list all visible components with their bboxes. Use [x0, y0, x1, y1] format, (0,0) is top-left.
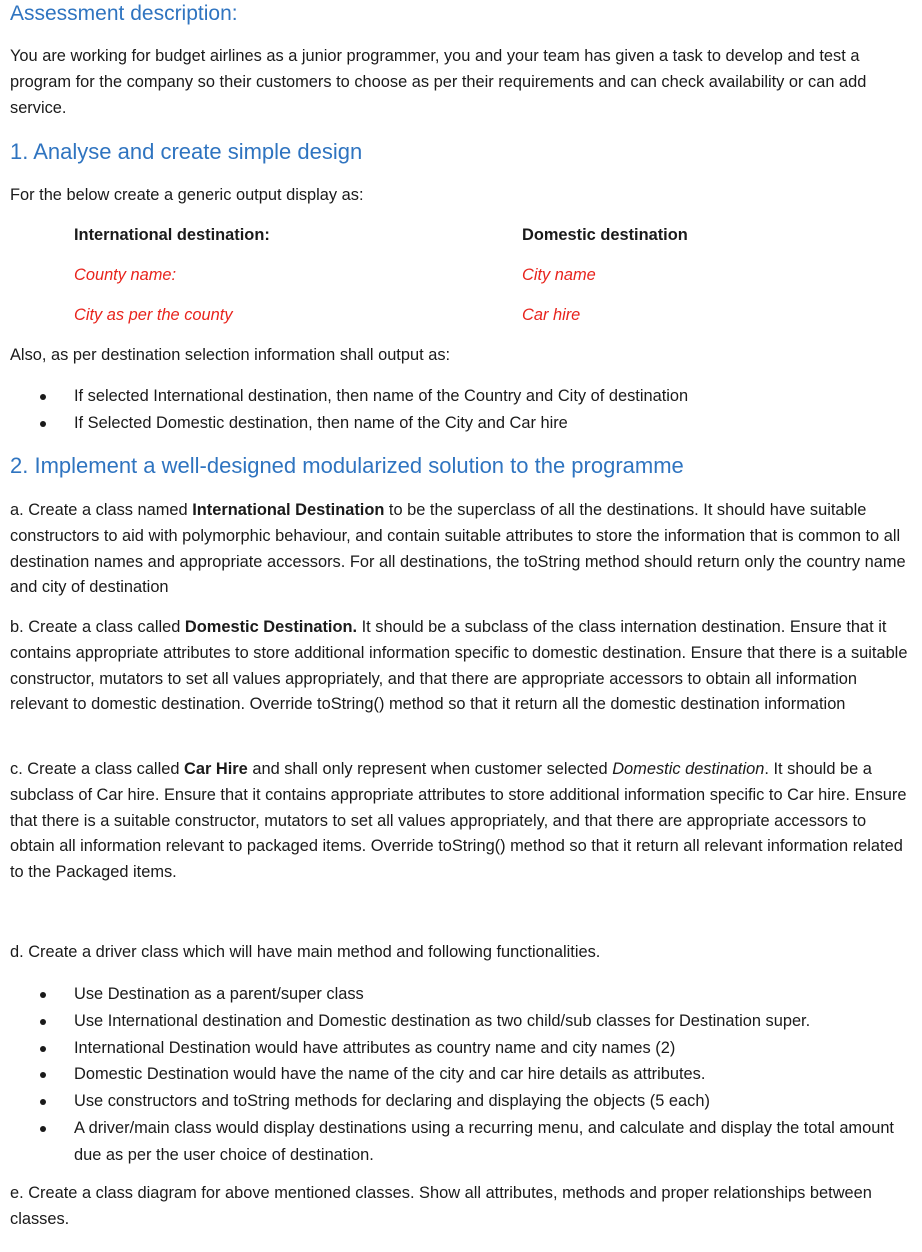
intro-paragraph: You are working for budget airlines as a junior programmer, you and your team has given a task to develop and test a program for the company so their customers to choose as per their requirements and can check availability or can add service. [10, 47, 867, 117]
list-item: Use International destination and Domestic destination as two child/sub classes for Destination super. [10, 1008, 908, 1035]
bullet-icon [40, 1019, 46, 1025]
section2-heading: 2. Implement a well-designed modularized solution to the programme [10, 453, 684, 478]
paragraph-e: e. Create a class diagram for above mentioned classes. Show all attributes, methods and proper relationships between classes. [10, 1184, 872, 1228]
county-name-label: County name: [74, 266, 177, 284]
domestic-header: Domestic destination [522, 226, 688, 244]
car-hire-label: Car hire [522, 306, 581, 324]
city-per-county-label: City as per the county [74, 306, 233, 324]
bullet-icon [40, 992, 46, 998]
section1-heading: 1. Analyse and create simple design [10, 139, 363, 164]
city-name-label: City name [522, 266, 596, 284]
bullet-icon [40, 1126, 46, 1132]
section1-lead: For the below create a generic output display as: [10, 186, 364, 204]
assessment-heading: Assessment description: [10, 2, 238, 25]
bullet-icon [40, 1046, 46, 1052]
also-paragraph: Also, as per destination selection information shall output as: [10, 346, 451, 364]
bullet-icon [40, 394, 46, 400]
paragraph-b: b. Create a class called Domestic Destination. It should be a subclass of the class internation destination. Ensure that it contains appropriate attributes to store additional information specific to domestic destination. Ensure that there is a suitable constructor, mutators to set all values appropriately, and that there are appropriate accessors to obtain all information relevant to domestic destination. Override toString() method so that it return all the domestic destination information [10, 618, 908, 714]
bullet-icon [40, 1072, 46, 1078]
paragraph-d: d. Create a driver class which will have main method and following functionalities. [10, 943, 601, 961]
bullet-icon [40, 421, 46, 427]
section1-bullet-list [10, 383, 908, 437]
paragraph-a: a. Create a class named International Destination to be the superclass of all the destinations. It should have suitable constructors to aid with polymorphic behaviour, and contain suitable attributes to store the information that is common to all destination names and appropriate accessors. For all destinations, the toString method should return only the country name and city of destination [10, 501, 906, 597]
paragraph-c: c. Create a class called Car Hire and shall only represent when customer selected Domestic destination. It should be a subclass of Car hire. Ensure that it contains appropriate attributes to store additional information specific to Car hire. Ensure that there is a suitable constructor, mutators to set all values appropriately, and that there are appropriate accessors to obtain all information relevant to packaged items. Override toString() method so that it return all relevant information related to the Packaged items. [10, 760, 907, 882]
list-item: If Selected Domestic destination, then name of the City and Car hire [10, 410, 908, 437]
list-item: Use Destination as a parent/super class [10, 981, 908, 1008]
list-item: A driver/main class would display destinations using a recurring menu, and calculate and display the total amount due as per the user choice of destination. [10, 1115, 908, 1169]
international-header: International destination: [74, 226, 270, 244]
list-item: Domestic Destination would have the name of the city and car hire details as attributes. [10, 1061, 908, 1088]
bullet-icon [40, 1099, 46, 1105]
section2-bullet-list [10, 981, 908, 1169]
list-item: Use constructors and toString methods for declaring and displaying the objects (5 each) [10, 1088, 908, 1115]
list-item: International Destination would have attributes as country name and city names (2) [10, 1035, 908, 1062]
list-item: If selected International destination, then name of the Country and City of destination [10, 383, 908, 410]
